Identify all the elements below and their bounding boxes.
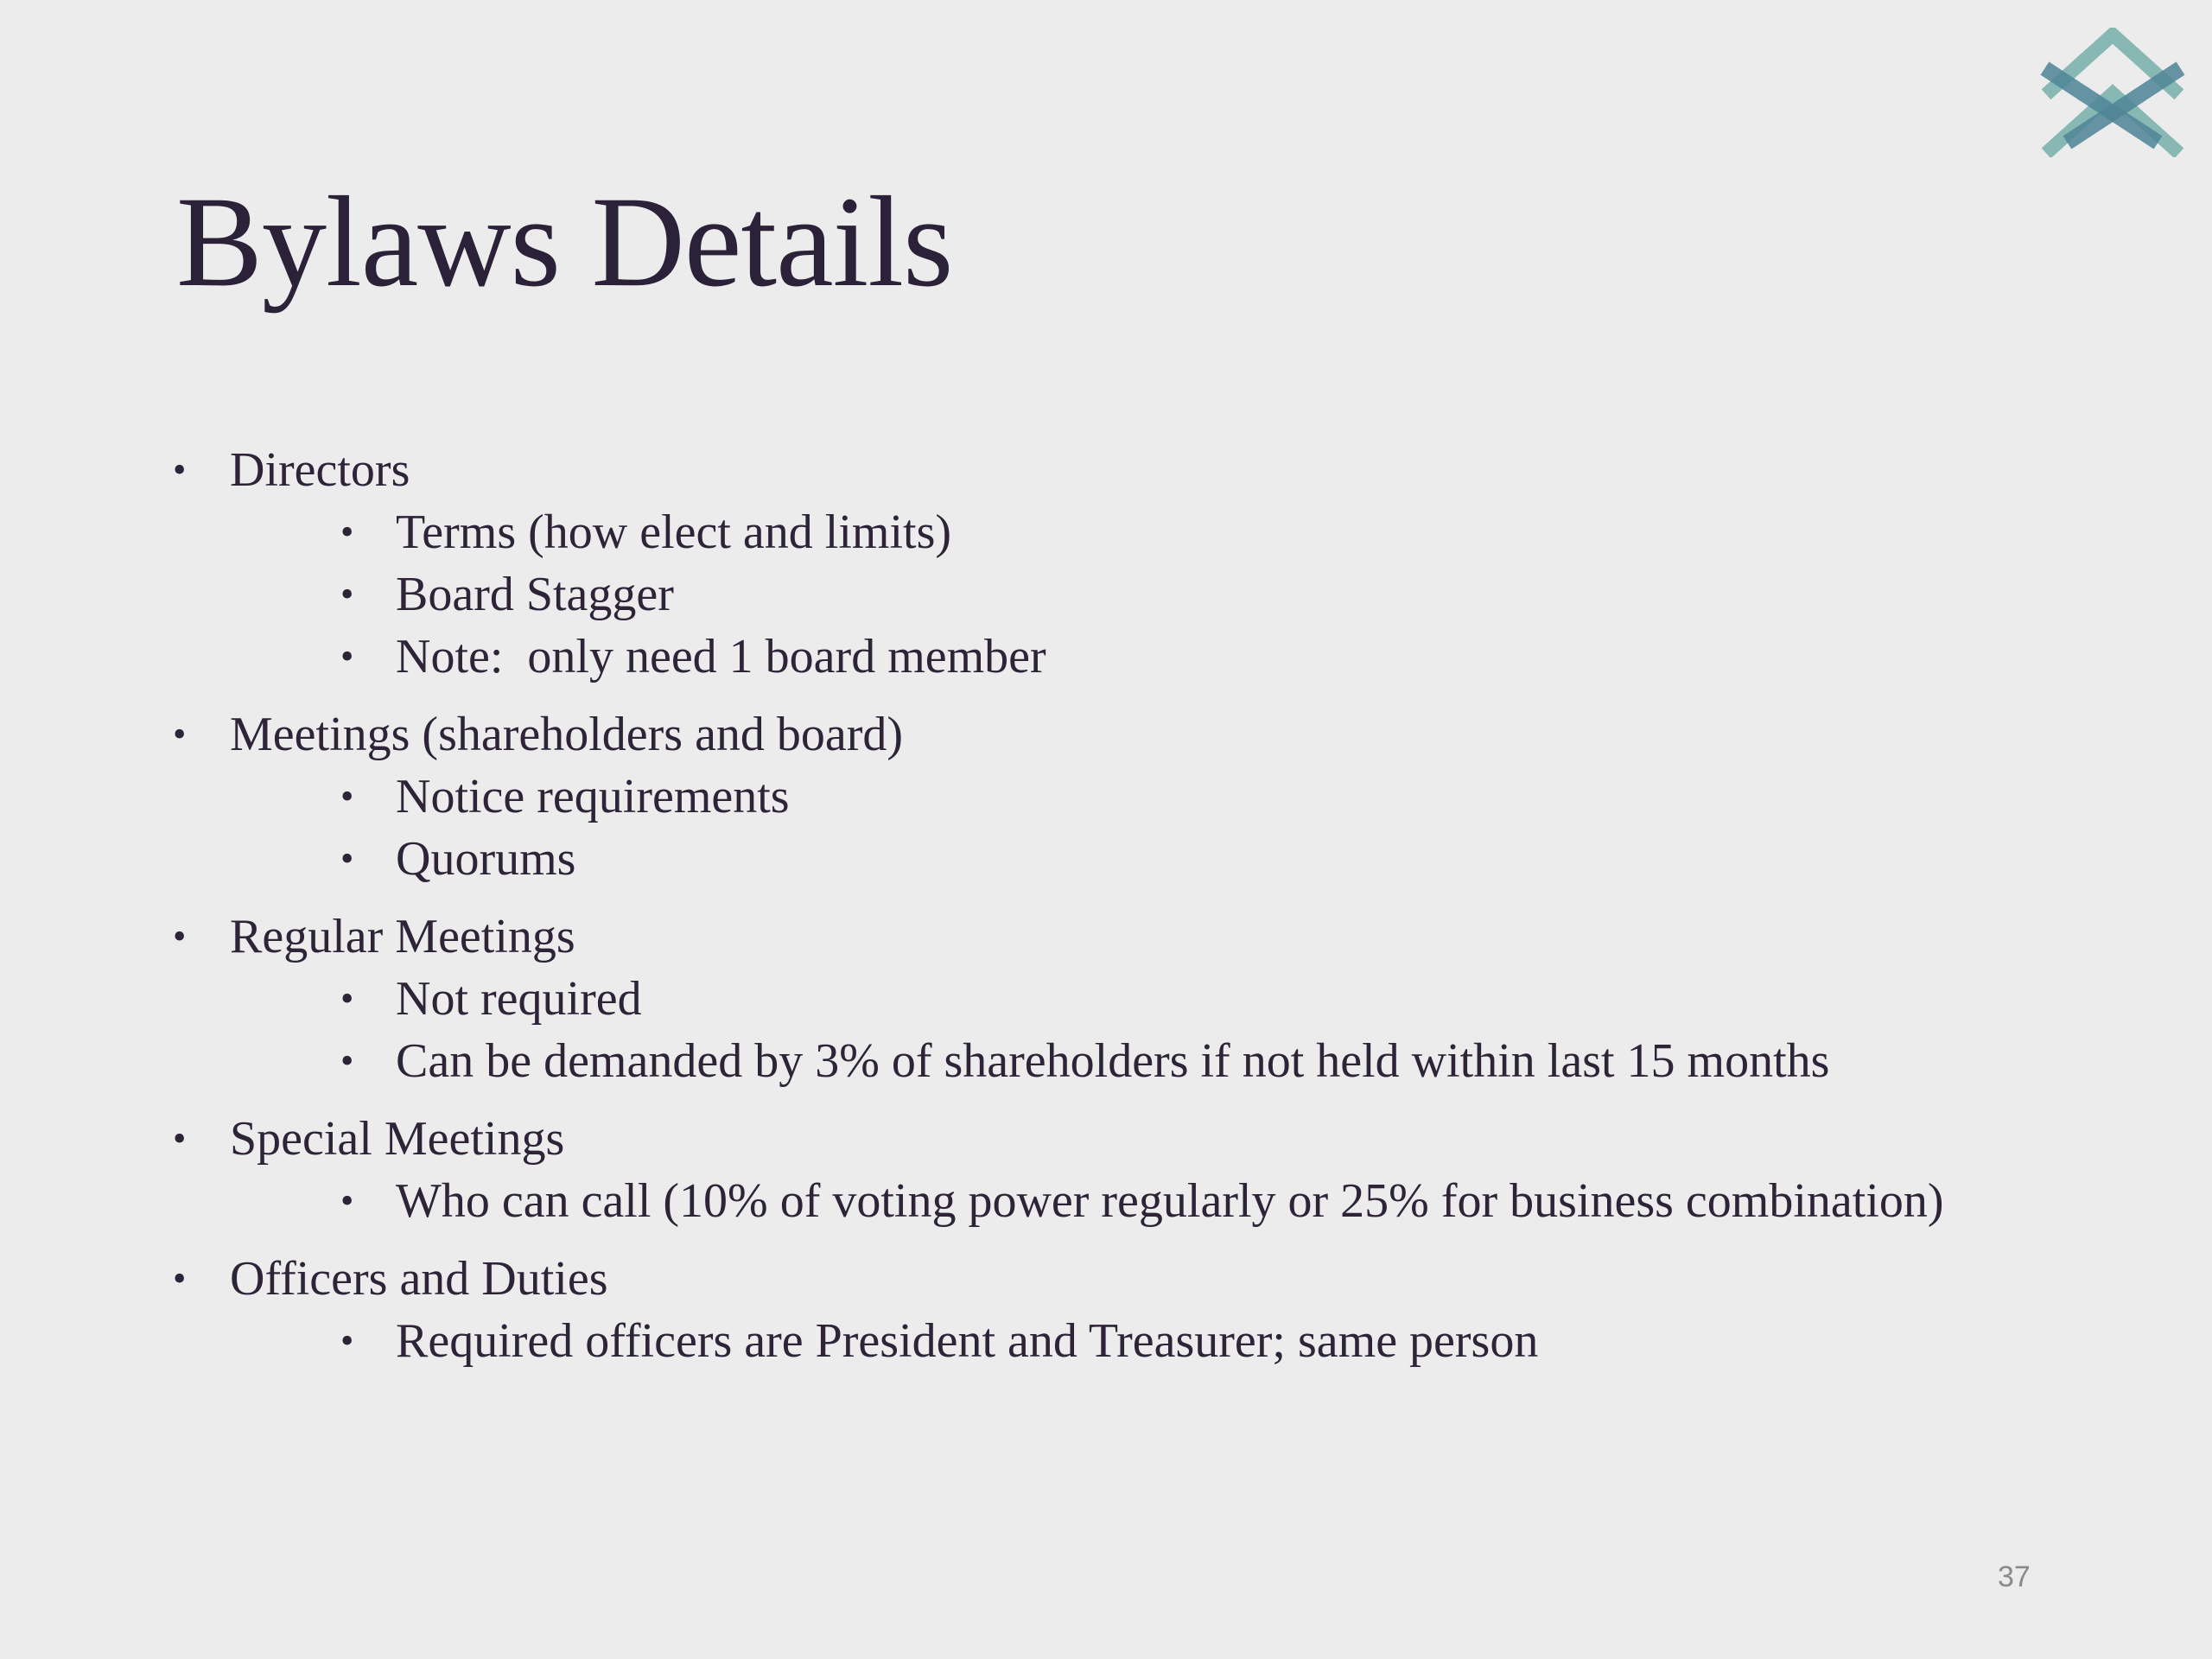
bullet-dot: •	[340, 511, 354, 553]
bullet-dot: •	[173, 448, 187, 491]
bullet-dot: •	[340, 775, 354, 817]
sub-bullet-list	[230, 1170, 2005, 1232]
sub-bullet-list	[230, 1310, 2005, 1372]
sub-bullet	[230, 828, 2005, 890]
sub-bullet-text: Note: only need 1 board member	[396, 630, 1046, 683]
sub-bullet-text: Terms (how elect and limits)	[396, 505, 952, 559]
bullet-officers-duties	[173, 1248, 2005, 1372]
bullet-dot: •	[340, 1319, 354, 1362]
bullet-meetings	[173, 703, 2005, 890]
bullet-dot: •	[173, 713, 187, 755]
sub-bullet	[230, 1310, 2005, 1372]
sub-bullet-text: Who can call (10% of voting power regularly or 25% for business combination)	[396, 1174, 1944, 1228]
sub-bullet	[230, 1170, 2037, 1232]
sub-bullet-text: Required officers are President and Treasurer; same person	[396, 1314, 1539, 1368]
sub-bullet	[230, 563, 2005, 626]
bullet-dot: •	[340, 837, 354, 880]
bullet-list	[173, 439, 2005, 1372]
bullet-dot: •	[340, 1179, 354, 1222]
bullet-text: Officers and Duties	[230, 1252, 608, 1306]
sub-bullet-list	[230, 766, 2005, 890]
sub-bullet-text: Not required	[396, 972, 642, 1026]
sub-bullet-text: Board Stagger	[396, 568, 674, 621]
bullet-dot: •	[173, 915, 187, 957]
bullet-special-meetings	[173, 1108, 2005, 1232]
sub-bullet-text: Can be demanded by 3% of shareholders if not held within last 15 months	[396, 1034, 1830, 1088]
bullet-dot: •	[340, 1039, 354, 1082]
crossed-chevrons-logo-icon	[2039, 28, 2186, 157]
bullet-directors	[173, 439, 2005, 688]
sub-bullet	[230, 501, 2005, 563]
bullet-dot: •	[340, 573, 354, 615]
sub-bullet-text: Notice requirements	[396, 770, 790, 823]
bullet-text: Regular Meetings	[230, 910, 575, 963]
slide-title: Bylaws Details	[176, 170, 953, 314]
bullet-text: Special Meetings	[230, 1112, 565, 1166]
bullet-dot: •	[340, 635, 354, 677]
bullet-regular-meetings	[173, 906, 2005, 1092]
bullet-dot: •	[340, 977, 354, 1020]
sub-bullet-list	[230, 501, 2005, 688]
page-number: 37	[1998, 1560, 2031, 1593]
sub-bullet	[230, 626, 2005, 688]
bullet-dot: •	[173, 1257, 187, 1300]
bullet-text: Directors	[230, 443, 410, 497]
sub-bullet	[230, 1030, 2005, 1092]
sub-bullet-text: Quorums	[396, 832, 576, 886]
sub-bullet	[230, 968, 2005, 1030]
bullet-text: Meetings (shareholders and board)	[230, 708, 904, 761]
bullet-dot: •	[173, 1117, 187, 1160]
sub-bullet	[230, 766, 2005, 828]
sub-bullet-list	[230, 968, 2005, 1092]
